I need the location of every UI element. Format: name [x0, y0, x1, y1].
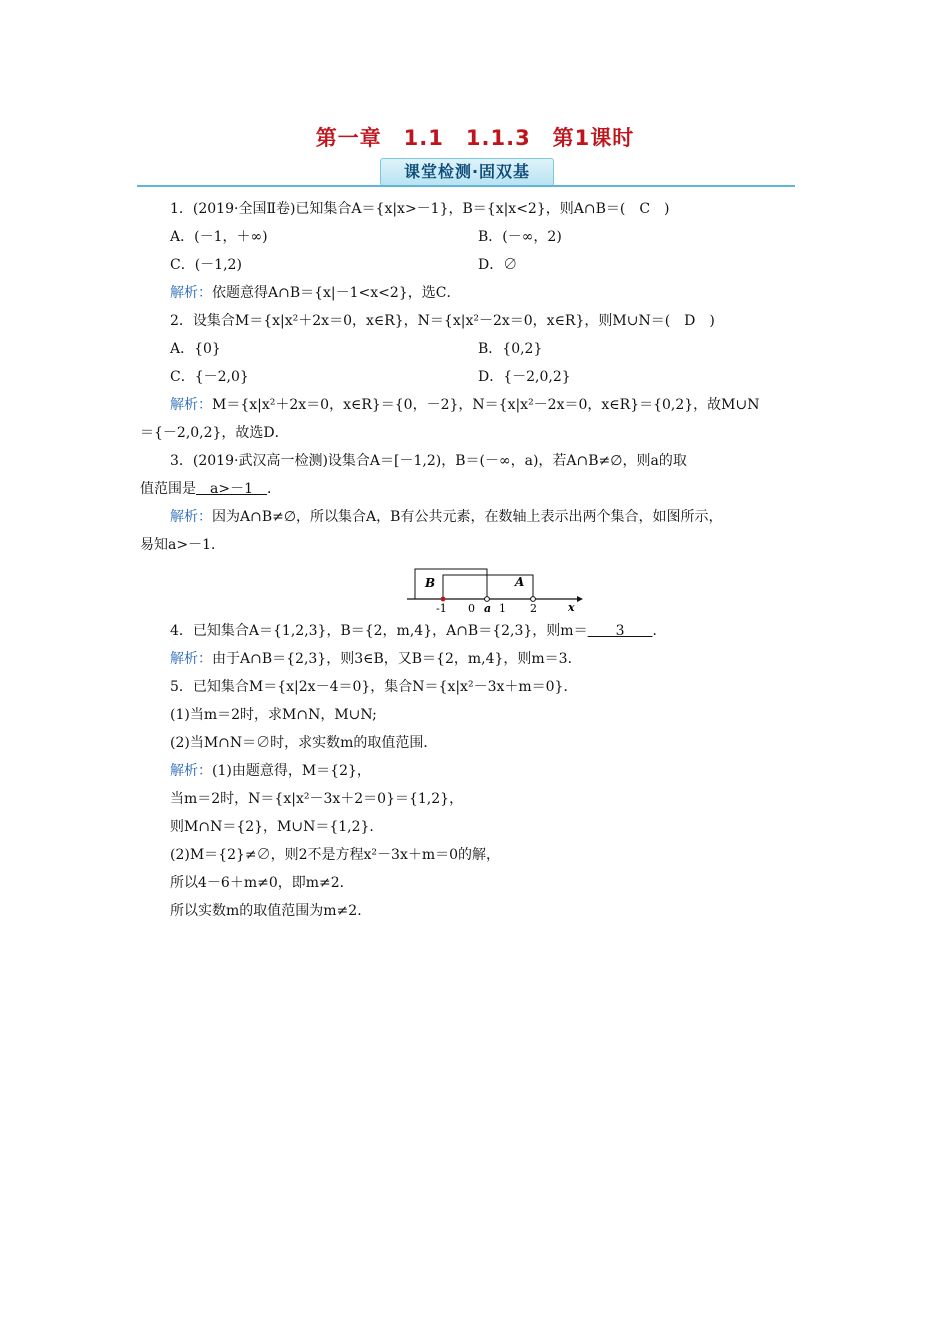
- q3-analysis-text: 因为A∩B≠∅，所以集合A，B有公共元素，在数轴上表示出两个集合，如图所示，: [212, 509, 723, 525]
- section-banner: 课堂检测·固双基: [380, 158, 554, 186]
- tick-2: 2: [530, 602, 537, 615]
- q3-analysis: [170, 508, 722, 526]
- q2-option-a: A．{0}: [170, 341, 221, 357]
- analysis-label: 解析：: [170, 509, 212, 525]
- q2-analysis-text: M＝{x|x²＋2x＝0，x∈R}＝{0，－2}，N＝{x|x²－2x＝0，x∈R}＝{0,2}，故M∪N: [212, 397, 760, 413]
- q1-analysis-text: 依题意得A∩B＝{x|－1<x<2}，选C．: [212, 285, 461, 301]
- q4-stem: 4．已知集合A＝{1,2,3}，B＝{2，m,4}，A∩B＝{2,3}，则m＝ 3 ．: [170, 623, 667, 639]
- point-2: [531, 597, 536, 602]
- q5-part2: (2)当M∩N＝∅时，求实数m的取值范围．: [170, 735, 438, 751]
- q1-stem: 1．(2019·全国Ⅱ卷)已知集合A＝{x|x>－1}，B＝{x|x<2}，则A∩B＝( C ): [170, 201, 670, 217]
- tick-a: a: [484, 602, 492, 615]
- q2-analysis-cont: ＝{－2,0,2}，故选D．: [140, 425, 289, 441]
- q5-analysis-line4: (2)M＝{2}≠∅，则2不是方程x²－3x＋m＝0的解，: [170, 847, 501, 863]
- page-title: 第一章 1.1 1.1.3 第1课时: [315, 126, 635, 150]
- number-line-figure: [405, 565, 585, 615]
- tick-0: 0: [468, 602, 475, 615]
- q2-option-d: D．{－2,0,2}: [478, 369, 571, 385]
- analysis-label: 解析：: [170, 285, 212, 301]
- q2-option-b: B．{0,2}: [478, 341, 543, 357]
- q3-stem-cont: 值范围是 a>－1 ．: [140, 481, 281, 497]
- q1-option-a: A．(－1，＋∞): [170, 229, 268, 245]
- q5-stem: 5．已知集合M＝{x|2x－4＝0}，集合N＝{x|x²－3x＋m＝0}．: [170, 679, 578, 695]
- tick-1: 1: [499, 602, 506, 615]
- q5-analysis-line2: 当m＝2时，N＝{x|x²－3x＋2＝0}＝{1,2}，: [170, 791, 464, 807]
- analysis-label: 解析：: [170, 397, 212, 413]
- analysis-label: 解析：: [170, 651, 212, 667]
- q3-analysis-cont: 易知a>－1．: [140, 537, 225, 553]
- label-b: B: [425, 576, 436, 590]
- point-neg1: [441, 597, 446, 602]
- q1-option-d: D．∅: [478, 257, 518, 273]
- q5-analysis-line5: 所以4－6＋m≠0，即m≠2．: [170, 875, 354, 891]
- point-a: [485, 597, 490, 602]
- q5-analysis-text: (1)由题意得，M＝{2}，: [212, 763, 371, 779]
- q2-option-c: C．{－2,0}: [170, 369, 249, 385]
- q3-stem: 3．(2019·武汉高一检测)设集合A＝[－1,2)，B＝(－∞，a)，若A∩B≠∅，则a的取: [170, 453, 687, 469]
- q1-option-c: C．(－1,2): [170, 257, 242, 273]
- q5-analysis-line6: 所以实数m的取值范围为m≠2．: [170, 903, 372, 919]
- q4-answer: 3: [587, 623, 653, 639]
- header-rule: [137, 185, 795, 187]
- analysis-label: 解析：: [170, 763, 212, 779]
- label-a: A: [515, 575, 525, 589]
- q5-analysis-line3: 则M∩N＝{2}，M∪N＝{1,2}．: [170, 819, 384, 835]
- q4-analysis-text: 由于A∩B＝{2,3}，则3∈B，又B＝{2，m,4}，则m＝3．: [212, 651, 582, 667]
- tick-neg1: -1: [436, 602, 447, 615]
- q2-analysis: [170, 396, 760, 414]
- q1-analysis: [170, 284, 460, 302]
- axis-arrow: [577, 596, 583, 602]
- q5-analysis: [170, 762, 371, 780]
- q4-analysis: [170, 650, 582, 668]
- q2-stem: 2．设集合M＝{x|x²＋2x＝0，x∈R}，N＝{x|x²－2x＝0，x∈R}，则M∪N＝( D ): [170, 313, 715, 329]
- q5-part1: (1)当m＝2时，求M∩N，M∪N;: [170, 707, 377, 723]
- axis-label-x: x: [568, 601, 575, 614]
- q1-option-b: B．(－∞，2): [478, 229, 562, 245]
- q3-answer: a>－1: [196, 481, 267, 497]
